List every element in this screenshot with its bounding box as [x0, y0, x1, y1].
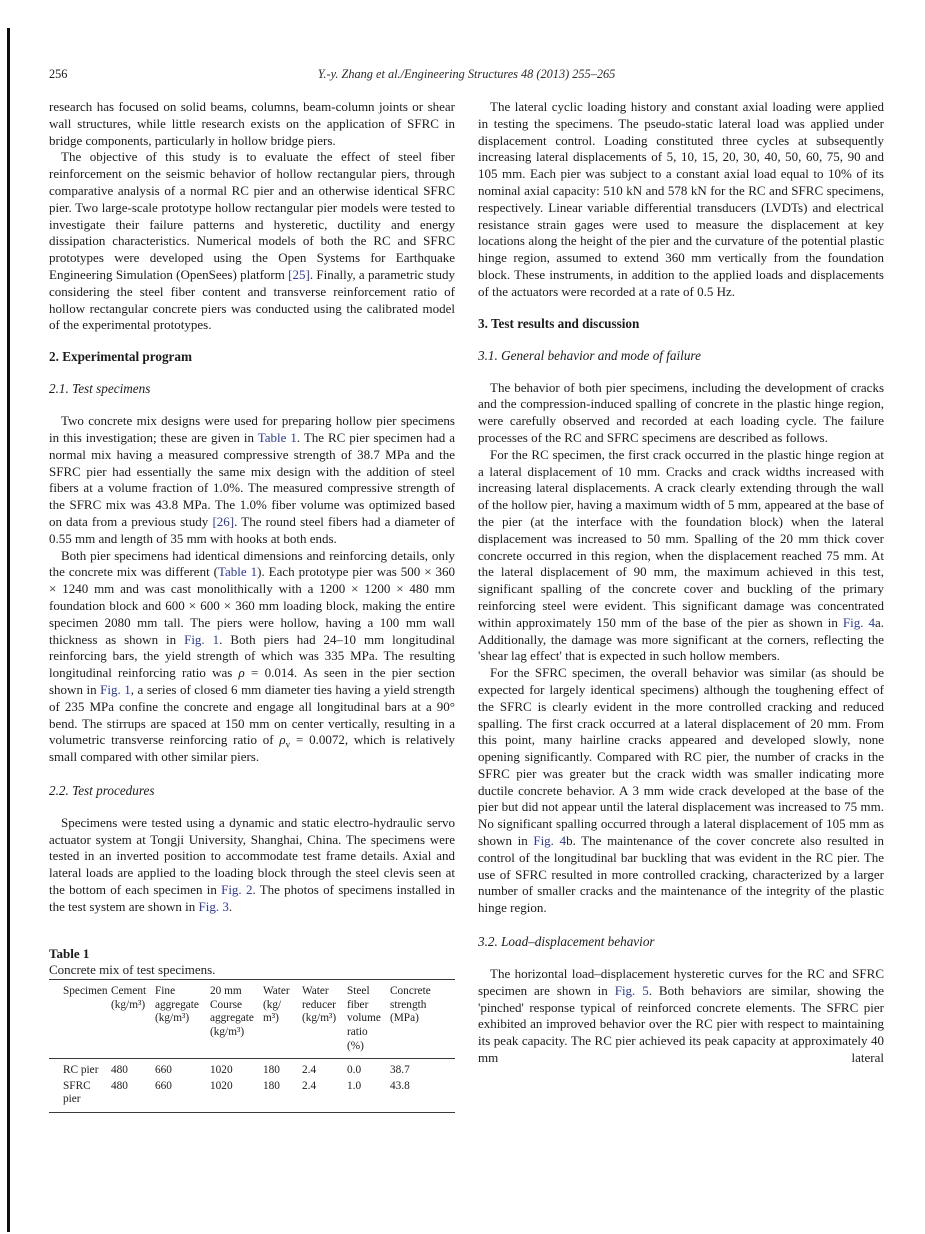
paragraph-intro-continuation: research has focused on solid beams, columns, beam-column joints or shear wall structures, while little research exists on the application of SFRC in bridge components, particularly in hollow bridge piers.: [49, 99, 455, 148]
ref-link[interactable]: Fig. 2: [221, 882, 253, 898]
table-cell: 660: [155, 1064, 172, 1077]
table-cell: 1.0: [347, 1079, 362, 1092]
subscript: v: [285, 739, 291, 750]
paragraph-load-displacement: The horizontal load–displacement hysteretic curves for the RC and SFRC specimen are shown in Fig. 5. Both behaviors are similar, showing the 'pinched' response typical of reinforced concrete elements. The SFRC pier exhibited an improved behavior over the RC pier with respect to maintaining its peak capacity. The RC pier achieved its peak capacity at approximately 40 mm lateral: [478, 966, 884, 1066]
table-header-row: [49, 980, 455, 1059]
paragraph-rc-specimen: For the RC specimen, the first crack occurred in the plastic hinge region at a lateral displacement of 10 mm. Cracks and crack widths increased with increasing lateral displacements. A crack clearly extending through the wall of the hollow pier, having a maximum width of 5 mm, appeared at the base of the pier (at the interface with the foundation block) when the lateral displacement was increased to 50 mm. Spalling of the 20 mm thick cover concrete occurred in this region, when the displacement reached 75 mm. At the lateral displacement of 90 mm, the maximum achieved in this test, significant spalling of the concrete cover and buckling of the primary reinforcing steel were evident. This significant damage was concentrated within approximately 150 mm of the base of the pier as shown in Fig. 4a. Additionally, the damage was more significant at the corners, reflecting the 'shear lag effect' that is expected in such hollow members.: [478, 446, 884, 664]
table-column-header: Concrete strength (MPa): [390, 980, 455, 1059]
subsection-heading-2-2: 2.2. Test procedures: [49, 782, 155, 798]
paragraph-mix-designs: Two concrete mix designs were used for preparing hollow pier specimens in this investigation; these are given in Table 1. The RC pier specimen had a normal mix having a measured compressive strength of 38.7 MPa and the SFRC pier had essentially the same mix design with the addition of steel fibers at a volume fraction of 1.0%. The measured compressive strength of the SFRC mix was 43.8 MPa. The 1.0% fiber volume was optimized based on data from a previous study [26]. The round steel fibers had a diameter of 0.55 mm and length of 35 mm with hooks at both ends.: [49, 413, 455, 546]
two-column-body: [49, 99, 885, 1113]
table-column-header: 20 mm Course aggregate (kg/m³): [210, 980, 263, 1059]
paragraph-dimensions: Both pier specimens had identical dimensions and reinforcing details, only the concrete mix was different (Table 1). Each prototype pier was 500 × 360 × 1240 mm and was cast monolithically with a 1200 × 1200 × 480 mm foundation block and 600 × 600 × 360 mm loading block, making the entire specimen 2080 mm tall. The piers were hollow, having a 100 mm wall thickness as shown in Fig. 1. Both piers had 24–10 mm longitudinal reinforcing bars, the yield strength of which was 335 MPa. The resulting longitudinal reinforcing ratio was ρ = 0.014. As seen in the pier section shown in Fig. 1, a series of closed 6 mm diameter ties having a yield strength of 235 MPa confine the concrete and engage all longitudinal bars at a 90° bend. The stirrups are spaced at 150 mm on center vertically, resulting in a volumetric transverse reinforcing ratio of $\rho_v = 0.0072$, which is relatively small compared with other similar piers.: [49, 547, 456, 765]
table-cell: SFRC pier: [63, 1079, 91, 1106]
paragraph-behavior-overview: The behavior of both pier specimens, including the development of cracks and the compression-induced spalling of concrete in the plastic hinge region, were carefully observed and recorded at each loading cycle. The failure processes of the RC and SFRC specimens are described as follows.: [478, 379, 884, 445]
ref-link[interactable]: Fig. 1: [184, 631, 220, 647]
table-cell: 180: [263, 1079, 280, 1092]
table-cell: 1020: [210, 1064, 233, 1077]
ref-link[interactable]: Fig. 4: [842, 614, 875, 630]
math-symbol: ρ: [238, 665, 245, 681]
subsection-heading-3-1: 3.1. General behavior and mode of failure: [478, 347, 701, 363]
table-1: [49, 979, 455, 1113]
page-number: 256: [49, 67, 68, 81]
section-heading-2: 2. Experimental program: [49, 349, 192, 365]
table-column-header: Water reducer (kg/m³): [302, 980, 347, 1059]
table-caption-label: Table 1: [49, 945, 90, 961]
table-cell: 2.4: [302, 1079, 317, 1092]
table-row: [49, 1079, 455, 1113]
table-cell: 660: [155, 1079, 172, 1092]
table-column-header: Fine aggregate (kg/m³): [155, 980, 210, 1059]
table-cell: RC pier: [63, 1064, 99, 1077]
table-cell: 43.8: [390, 1079, 410, 1092]
paragraph-sfrc-specimen: For the SFRC specimen, the overall behavior was similar (as should be expected for largely identical specimens) although the toughening effect of the SFRC is clearly evident in the more controlled cracking and reduced spalling. The first crack occurred at a lateral displacement of 20 mm. From this point, many hairline cracks appeared and developed slowly, none opening significantly. Compared with RC pier, the number of cracks in the SFRC pier was greater but the crack width was smaller indicating more ductile concrete behavior. A 3 mm wide crack developed at the base of the pier but did not appear until the lateral displacement was increased to 75 mm. No significant spalling occurred through a lateral displacement of 105 mm as shown in Fig. 4b. The maintenance of the cover concrete also resulted in control of the longitudinal bar buckling that was evident in the RC pier. The use of SFRC resulted in more controlled cracking, characterized by a larger number of smaller cracks and the maintenance of the integrity of the plastic hinge region.: [478, 665, 885, 916]
ref-link[interactable]: Fig. 5: [614, 982, 649, 998]
ref-link[interactable]: [26]: [212, 513, 235, 529]
table-cell: 480: [111, 1064, 128, 1077]
table-caption-text: Concrete mix of test specimens.: [49, 962, 216, 978]
math-symbol: ρ: [279, 732, 286, 748]
right-column: [478, 99, 884, 1113]
paragraph-loading-history: The lateral cyclic loading history and constant axial loading were applied in testing the specimens. The pseudo-static lateral load was applied under displacement control. Loading constituted three cycles at subsequently increasing lateral displacements of 5, 10, 15, 20, 30, 40, 50, 60, 75, 90 and 105 mm. Each pier was subject to a constant axial load equal to 10% of its nominal axial capacity: 510 kN and 578 kN for the RC and SFRC specimens, respectively. Linear variable differential transducers (LVDTs) and electrical resistance strain gages were used to measure the displacement at key locations along the height of the pier and the curvature of the potential plastic hinge region, assumed to extend 360 mm vertically from the foundation block. These instruments, in addition to the applied loads and displacements of the actuators were recorded at a rate of 0.5 Hz.: [478, 99, 884, 299]
left-column: [49, 99, 455, 1113]
section-heading-3: 3. Test results and discussion: [478, 315, 640, 331]
scan-artifact-line: [7, 28, 10, 1232]
paragraph-test-procedures: Specimens were tested using a dynamic and static electro-hydraulic servo actuator system at Tongji University, Shanghai, China. The specimens were tested in an inverted position to accommodate test frame details. Axial and lateral loads are applied to the loading block through the steel clevis seen at the bottom of each specimen in Fig. 2. The photos of specimens installed in the test system are shown in Fig. 3.: [49, 814, 456, 914]
running-title: Y.-y. Zhang et al./Engineering Structures 48 (2013) 255–265: [317, 67, 616, 81]
page-header: [49, 66, 884, 82]
table-column-header: Water (kg/ m³): [263, 980, 302, 1059]
table-cell: 0.0: [347, 1064, 362, 1077]
table-row: [49, 1059, 455, 1079]
table-cell: 480: [111, 1079, 128, 1092]
ref-link[interactable]: Table 1: [217, 564, 258, 580]
table-cell: 38.7: [390, 1064, 410, 1077]
table-1-block: [49, 946, 455, 1113]
subsection-heading-3-2: 3.2. Load–displacement behavior: [478, 934, 655, 950]
table-column-header: Specimen: [49, 980, 111, 1059]
table-cell: 180: [263, 1064, 280, 1077]
ref-link[interactable]: Fig. 4: [533, 833, 567, 849]
ref-link[interactable]: Fig. 3: [198, 898, 229, 914]
subsection-heading-2-1: 2.1. Test specimens: [49, 381, 151, 397]
table-cell: 1020: [210, 1079, 233, 1092]
table-column-header: Cement (kg/m³): [111, 980, 155, 1059]
ref-link[interactable]: Fig. 1: [100, 681, 131, 697]
ref-link[interactable]: Table 1: [257, 429, 297, 445]
paragraph-objective: The objective of this study is to evaluate the effect of steel fiber reinforcement on the seismic behavior of hollow rectangular piers, through comparative analysis of a normal RC pier and an otherwise identical SFRC pier. Two large-scale prototype hollow rectangular pier models were tested to investigate their failure patterns and hysteretic, ductility and energy dissipation characteristics. Numerical models of both the RC and SFRC prototypes were developed using the Open Systems for Earthquake Engineering Simulation (OpenSees) platform [25]. Finally, a parametric study considering the steel fiber content and transverse reinforcement ratio of hollow rectangular concrete piers was conducted using the calibrated model of the experimental prototypes.: [49, 149, 455, 333]
table-cell: 2.4: [302, 1064, 317, 1077]
table-column-header: Steel fiber volume ratio (%): [347, 980, 390, 1059]
ref-link[interactable]: [25]: [288, 266, 310, 282]
